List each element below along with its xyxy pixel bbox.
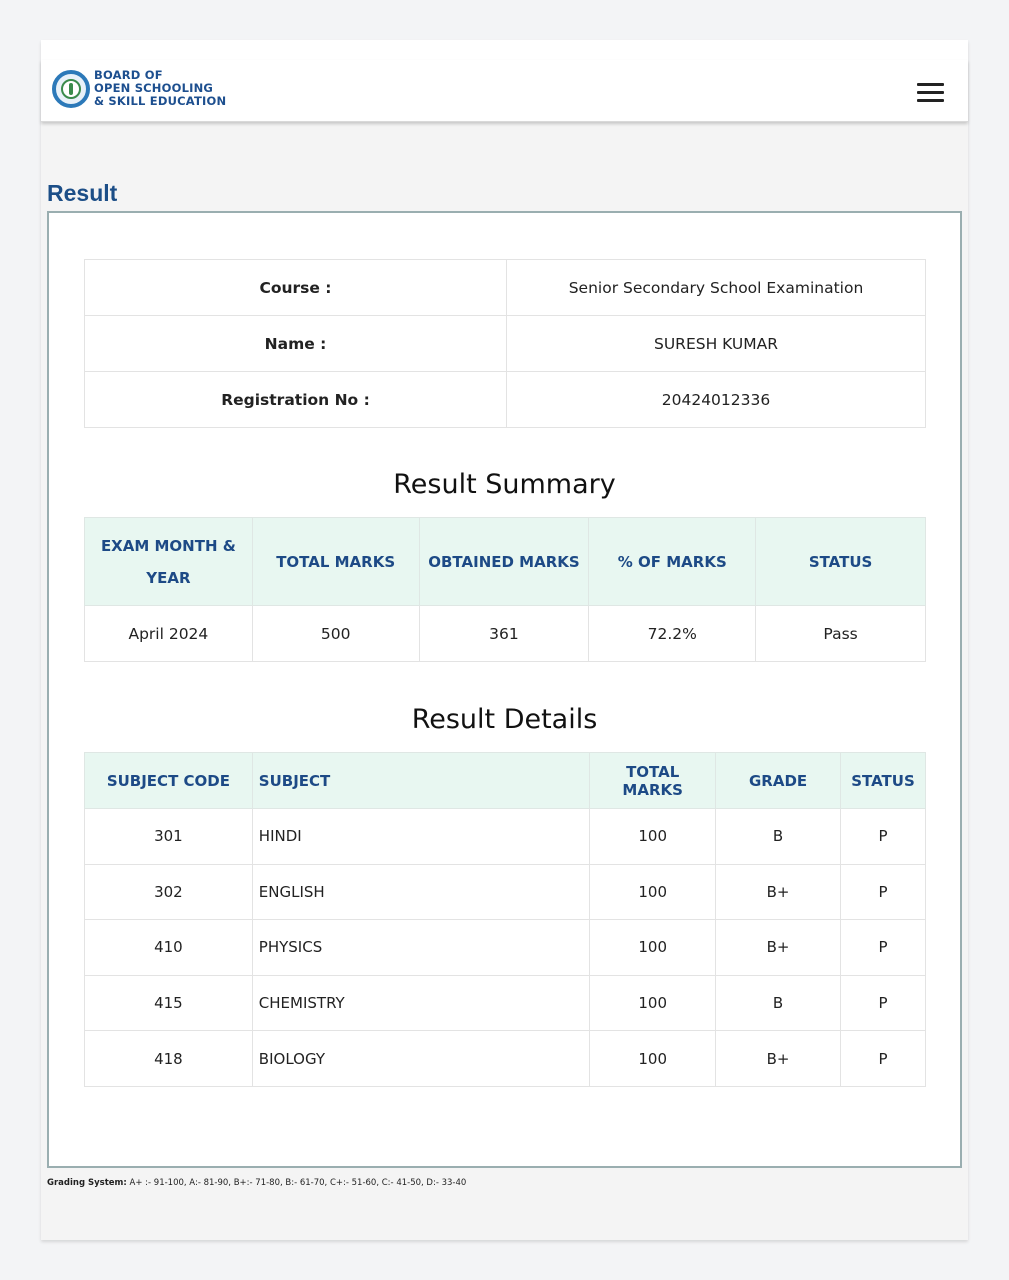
emblem-icon bbox=[52, 70, 90, 108]
table-row bbox=[85, 975, 926, 1031]
logo-text bbox=[94, 69, 226, 108]
subject-grade: B bbox=[716, 809, 841, 865]
summary-header: STATUS bbox=[756, 518, 926, 606]
result-summary-title: Result Summary bbox=[393, 469, 616, 500]
details-header: STATUS bbox=[840, 753, 925, 809]
details-header: TOTAL MARKS bbox=[590, 753, 716, 809]
subject-status: P bbox=[840, 809, 925, 865]
site-header bbox=[41, 60, 968, 122]
details-header: SUBJECT CODE bbox=[85, 753, 253, 809]
details-header: GRADE bbox=[716, 753, 841, 809]
info-row-name bbox=[85, 316, 926, 372]
info-row-registration bbox=[85, 372, 926, 428]
summary-header: TOTAL MARKS bbox=[252, 518, 419, 606]
table-row bbox=[85, 809, 926, 865]
table-row bbox=[85, 1031, 926, 1087]
subject-grade: B+ bbox=[716, 864, 841, 920]
registration-value: 20424012336 bbox=[507, 372, 926, 428]
info-row-course bbox=[85, 260, 926, 316]
name-value: SURESH KUMAR bbox=[507, 316, 926, 372]
subject-status: P bbox=[840, 920, 925, 976]
board-logo[interactable] bbox=[52, 69, 226, 108]
course-value: Senior Secondary School Examination bbox=[507, 260, 926, 316]
page-title: Result bbox=[47, 180, 118, 206]
subject-code: 410 bbox=[85, 920, 253, 976]
subject-total-marks: 100 bbox=[590, 975, 716, 1031]
summary-header: OBTAINED MARKS bbox=[419, 518, 589, 606]
result-card bbox=[47, 211, 962, 1168]
hamburger-menu-icon[interactable] bbox=[915, 80, 945, 104]
table-row bbox=[85, 920, 926, 976]
subject-code: 301 bbox=[85, 809, 253, 865]
name-label: Name : bbox=[85, 316, 507, 372]
page bbox=[41, 40, 968, 1240]
subject-total-marks: 100 bbox=[590, 809, 716, 865]
subject-total-marks: 100 bbox=[590, 1031, 716, 1087]
subject-code: 302 bbox=[85, 864, 253, 920]
details-header: SUBJECT bbox=[252, 753, 589, 809]
subject-name: BIOLOGY bbox=[252, 1031, 589, 1087]
grading-system-note bbox=[47, 1178, 466, 1188]
total-marks: 500 bbox=[252, 606, 419, 662]
student-info-table bbox=[84, 259, 926, 428]
table-row bbox=[85, 864, 926, 920]
summary-header: % OF MARKS bbox=[589, 518, 756, 606]
subject-status: P bbox=[840, 975, 925, 1031]
subject-grade: B+ bbox=[716, 920, 841, 976]
result-status: Pass bbox=[756, 606, 926, 662]
summary-header-row bbox=[85, 518, 926, 606]
grading-scale: A+ :- 91-100, A:- 81-90, B+:- 71-80, B:- 61-70, C+:- 51-60, C:- 41-50, D:- 33-40 bbox=[126, 1178, 467, 1188]
result-details-title: Result Details bbox=[411, 704, 598, 735]
subject-code: 418 bbox=[85, 1031, 253, 1087]
percent-marks: 72.2% bbox=[589, 606, 756, 662]
subject-grade: B bbox=[716, 975, 841, 1031]
result-summary-table bbox=[84, 517, 926, 662]
subject-grade: B+ bbox=[716, 1031, 841, 1087]
course-label: Course : bbox=[85, 260, 507, 316]
subject-status: P bbox=[840, 1031, 925, 1087]
subject-name: PHYSICS bbox=[252, 920, 589, 976]
logo-line-3: & SKILL EDUCATION bbox=[94, 94, 227, 108]
subject-status: P bbox=[840, 864, 925, 920]
subject-name: HINDI bbox=[252, 809, 589, 865]
logo-line-1: BOARD OF bbox=[94, 68, 163, 82]
summary-header: EXAM MONTH & YEAR bbox=[85, 518, 253, 606]
subject-name: ENGLISH bbox=[252, 864, 589, 920]
subject-total-marks: 100 bbox=[590, 920, 716, 976]
summary-row bbox=[85, 606, 926, 662]
grading-label: Grading System: bbox=[47, 1178, 127, 1188]
obtained-marks: 361 bbox=[419, 606, 589, 662]
logo-line-2: OPEN SCHOOLING bbox=[94, 81, 214, 95]
exam-month-year: April 2024 bbox=[85, 606, 253, 662]
subject-name: CHEMISTRY bbox=[252, 975, 589, 1031]
subject-code: 415 bbox=[85, 975, 253, 1031]
registration-label: Registration No : bbox=[85, 372, 507, 428]
top-strip bbox=[41, 40, 968, 60]
details-header-row bbox=[85, 753, 926, 809]
result-details-table bbox=[84, 752, 926, 1087]
subject-total-marks: 100 bbox=[590, 864, 716, 920]
